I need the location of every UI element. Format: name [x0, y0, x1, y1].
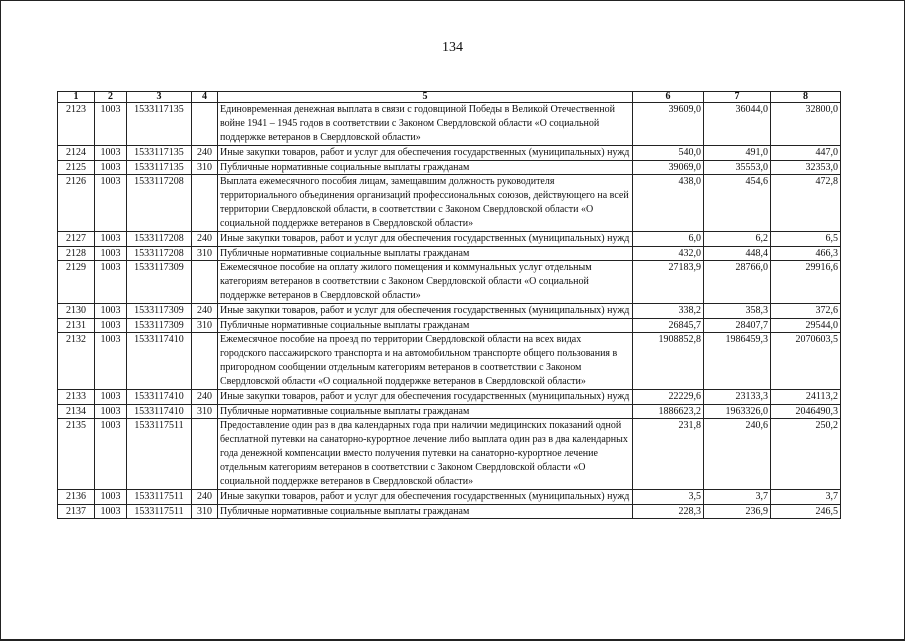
expense-type-code: 240: [192, 232, 218, 247]
page-number: 134: [442, 40, 463, 55]
section-code: 1003: [95, 333, 127, 390]
header-col-7: 7: [704, 92, 771, 103]
expense-type-code: 240: [192, 146, 218, 161]
section-code: 1003: [95, 161, 127, 175]
row-number: 2132: [58, 333, 95, 390]
amount-col-6: 231,8: [633, 419, 704, 490]
row-number: 2130: [58, 304, 95, 319]
amount-col-8: 250,2: [771, 419, 841, 490]
amount-col-6: 6,0: [633, 232, 704, 247]
amount-col-7: 3,7: [704, 490, 771, 505]
row-number: 2133: [58, 390, 95, 405]
table-row: [58, 405, 841, 419]
amount-col-8: 372,6: [771, 304, 841, 319]
description: Публичные нормативные социальные выплаты гражданам: [218, 405, 633, 419]
description: Публичные нормативные социальные выплаты гражданам: [218, 247, 633, 261]
description: Публичные нормативные социальные выплаты гражданам: [218, 161, 633, 175]
table-row: [58, 319, 841, 333]
description: Иные закупки товаров, работ и услуг для обеспечения государственных (муниципальных) нужд: [218, 146, 633, 161]
header-col-1: 1: [58, 92, 95, 103]
table-row: [58, 490, 841, 505]
amount-col-8: 447,0: [771, 146, 841, 161]
description: Предоставление один раз в два календарных года при наличии медицинских показаний одной бесплатной путевки на санаторно-курортное лечение либо выплата один раз в два календарных года денежной компенсации вместо получения путевки на санаторно-курортное лечение отдельным категориям ветеранов в соответствии с Законом Свердловской области «О социальной поддержке ветеранов в Свердловской области»: [218, 419, 633, 490]
row-number: 2134: [58, 405, 95, 419]
header-col-2: 2: [95, 92, 127, 103]
amount-col-6: 228,3: [633, 505, 704, 519]
expense-type-code: 240: [192, 304, 218, 319]
amount-col-7: 1963326,0: [704, 405, 771, 419]
description: Публичные нормативные социальные выплаты гражданам: [218, 319, 633, 333]
amount-col-8: 29916,6: [771, 261, 841, 304]
table-row: [58, 304, 841, 319]
row-number: 2125: [58, 161, 95, 175]
section-code: 1003: [95, 319, 127, 333]
amount-col-7: 454,6: [704, 175, 771, 232]
header-col-6: 6: [633, 92, 704, 103]
expense-type-code: [192, 333, 218, 390]
section-code: 1003: [95, 505, 127, 519]
table-row: [58, 175, 841, 232]
amount-col-7: 448,4: [704, 247, 771, 261]
table-row: [58, 390, 841, 405]
target-item-code: 1533117309: [127, 319, 192, 333]
amount-col-6: 338,2: [633, 304, 704, 319]
description: Иные закупки товаров, работ и услуг для обеспечения государственных (муниципальных) нужд: [218, 490, 633, 505]
header-col-8: 8: [771, 92, 841, 103]
row-number: 2131: [58, 319, 95, 333]
amount-col-8: 472,8: [771, 175, 841, 232]
target-item-code: 1533117135: [127, 161, 192, 175]
expense-type-code: 240: [192, 390, 218, 405]
row-number: 2127: [58, 232, 95, 247]
header-col-4: 4: [192, 92, 218, 103]
amount-col-7: 6,2: [704, 232, 771, 247]
amount-col-6: 540,0: [633, 146, 704, 161]
row-number: 2128: [58, 247, 95, 261]
description: Единовременная денежная выплата в связи с годовщиной Победы в Великой Отечественной войне 1941 – 1945 годов в соответствии с Законом Свердловской области «О социальной поддержке ветеранов в Свердловской области»: [218, 103, 633, 146]
header-col-3: 3: [127, 92, 192, 103]
amount-col-8: 24113,2: [771, 390, 841, 405]
expense-type-code: 310: [192, 405, 218, 419]
amount-col-6: 1886623,2: [633, 405, 704, 419]
target-item-code: 1533117511: [127, 490, 192, 505]
amount-col-6: 27183,9: [633, 261, 704, 304]
amount-col-6: 39069,0: [633, 161, 704, 175]
header-col-5: 5: [218, 92, 633, 103]
table-row: [58, 146, 841, 161]
amount-col-7: 23133,3: [704, 390, 771, 405]
section-code: 1003: [95, 405, 127, 419]
row-number: 2126: [58, 175, 95, 232]
target-item-code: 1533117410: [127, 390, 192, 405]
expense-type-code: [192, 103, 218, 146]
amount-col-8: 246,5: [771, 505, 841, 519]
expense-type-code: [192, 261, 218, 304]
section-code: 1003: [95, 419, 127, 490]
amount-col-7: 1986459,3: [704, 333, 771, 390]
amount-col-8: 466,3: [771, 247, 841, 261]
amount-col-7: 358,3: [704, 304, 771, 319]
amount-col-7: 36044,0: [704, 103, 771, 146]
expense-type-code: 310: [192, 319, 218, 333]
expense-type-code: 240: [192, 490, 218, 505]
section-code: 1003: [95, 261, 127, 304]
row-number: 2123: [58, 103, 95, 146]
amount-col-6: 438,0: [633, 175, 704, 232]
table-row: [58, 103, 841, 146]
amount-col-6: 26845,7: [633, 319, 704, 333]
row-number: 2137: [58, 505, 95, 519]
amount-col-8: 32353,0: [771, 161, 841, 175]
description: Иные закупки товаров, работ и услуг для обеспечения государственных (муниципальных) нужд: [218, 232, 633, 247]
expense-type-code: [192, 419, 218, 490]
section-code: 1003: [95, 146, 127, 161]
section-code: 1003: [95, 390, 127, 405]
table-row: [58, 419, 841, 490]
target-item-code: 1533117410: [127, 405, 192, 419]
amount-col-7: 240,6: [704, 419, 771, 490]
description: Иные закупки товаров, работ и услуг для обеспечения государственных (муниципальных) нужд: [218, 390, 633, 405]
amount-col-6: 432,0: [633, 247, 704, 261]
target-item-code: 1533117309: [127, 304, 192, 319]
target-item-code: 1533117135: [127, 103, 192, 146]
amount-col-8: 2046490,3: [771, 405, 841, 419]
amount-col-7: 35553,0: [704, 161, 771, 175]
description: Публичные нормативные социальные выплаты гражданам: [218, 505, 633, 519]
amount-col-6: 22229,6: [633, 390, 704, 405]
table-row: [58, 505, 841, 519]
description: Ежемесячное пособие на проезд по территории Свердловской области на всех видах городского пассажирского транспорта и на автомобильном транспорте общего пользования в пригородном сообщении отдельным категориям ветеранов в соответствии с Законом Свердловской области «О социальной поддержке ветеранов в Свердловской области»: [218, 333, 633, 390]
amount-col-8: 6,5: [771, 232, 841, 247]
row-number: 2135: [58, 419, 95, 490]
amount-col-8: 3,7: [771, 490, 841, 505]
expense-type-code: 310: [192, 247, 218, 261]
expense-type-code: [192, 175, 218, 232]
target-item-code: 1533117309: [127, 261, 192, 304]
amount-col-7: 236,9: [704, 505, 771, 519]
amount-col-7: 28407,7: [704, 319, 771, 333]
table-row: [58, 161, 841, 175]
budget-table: [57, 91, 841, 519]
row-number: 2124: [58, 146, 95, 161]
section-code: 1003: [95, 304, 127, 319]
section-code: 1003: [95, 175, 127, 232]
description: Выплата ежемесячного пособия лицам, замещавшим должность руководителя территориального объединения организаций профессиональных союзов, действующего на всей территории Свердловской области, в соответствии с Законом Свердловской области «О социальной поддержке ветеранов в Свердловской области»: [218, 175, 633, 232]
header-row: [58, 92, 841, 103]
target-item-code: 1533117135: [127, 146, 192, 161]
description: Ежемесячное пособие на оплату жилого помещения и коммунальных услуг отдельным категориям ветеранов в соответствии с Законом Свердловской области «О социальной поддержке ветеранов в Свердловской области»: [218, 261, 633, 304]
description: Иные закупки товаров, работ и услуг для обеспечения государственных (муниципальных) нужд: [218, 304, 633, 319]
target-item-code: 1533117208: [127, 175, 192, 232]
table-row: [58, 232, 841, 247]
amount-col-8: 29544,0: [771, 319, 841, 333]
amount-col-7: 28766,0: [704, 261, 771, 304]
target-item-code: 1533117511: [127, 419, 192, 490]
section-code: 1003: [95, 247, 127, 261]
amount-col-6: 3,5: [633, 490, 704, 505]
amount-col-7: 491,0: [704, 146, 771, 161]
section-code: 1003: [95, 232, 127, 247]
row-number: 2129: [58, 261, 95, 304]
table-row: [58, 261, 841, 304]
amount-col-8: 32800,0: [771, 103, 841, 146]
target-item-code: 1533117511: [127, 505, 192, 519]
expense-type-code: 310: [192, 505, 218, 519]
target-item-code: 1533117410: [127, 333, 192, 390]
table-row: [58, 247, 841, 261]
section-code: 1003: [95, 490, 127, 505]
section-code: 1003: [95, 103, 127, 146]
row-number: 2136: [58, 490, 95, 505]
expense-type-code: 310: [192, 161, 218, 175]
amount-col-8: 2070603,5: [771, 333, 841, 390]
amount-col-6: 1908852,8: [633, 333, 704, 390]
target-item-code: 1533117208: [127, 232, 192, 247]
table-row: [58, 333, 841, 390]
target-item-code: 1533117208: [127, 247, 192, 261]
amount-col-6: 39609,0: [633, 103, 704, 146]
